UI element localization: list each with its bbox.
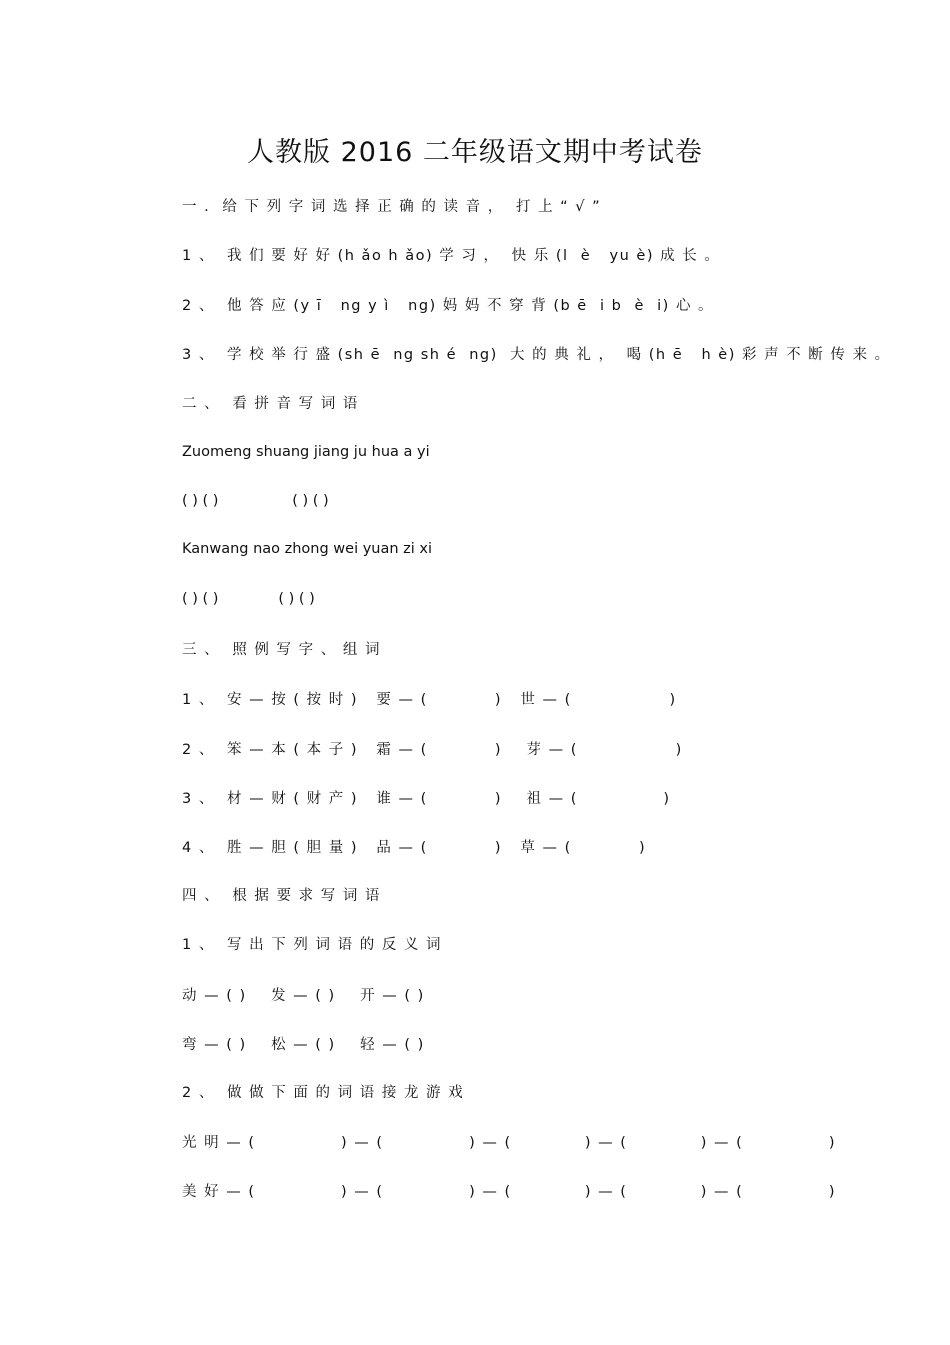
- question-3-1: 1 、 安 — 按 ( 按 时 ) 要 — ( ) 世 — ( ): [182, 692, 677, 708]
- antonym-row-1: 动 — ( ) 发 — ( ) 开 — ( ): [182, 988, 425, 1004]
- question-1-2: 2 、 他 答 应 (y ī ng y ì ng) 妈 妈 不 穿 背 (b ē i b è i) 心 。: [182, 298, 715, 314]
- word-chain-row-1: 光 明 — ( ) — ( ) — ( ) — ( ) — ( ): [182, 1135, 836, 1151]
- question-1-3: 3 、 学 校 举 行 盛 (sh ē ng sh é ng) 大 的 典 礼 ， 喝 (h ē h è) 彩 声 不 断 传 来 。: [182, 347, 891, 363]
- question-1-1: 1 、 我 们 要 好 好 (h ǎo h ǎo) 学 习 ， 快 乐 (l è yu è) 成 长 。: [182, 248, 721, 264]
- answer-blanks-1: ( ) ( ) ( ) ( ): [182, 493, 329, 509]
- question-4-1-heading: 1 、 写 出 下 列 词 语 的 反 义 词: [182, 937, 443, 953]
- pinyin-line-1: Zuomeng shuang jiang ju hua a yi: [182, 444, 430, 460]
- question-3-2: 2 、 笨 — 本 ( 本 子 ) 霜 — ( ) 芽 — ( ): [182, 742, 683, 758]
- page-title: 人教版 2016 二年级语文期中考试卷: [247, 137, 703, 168]
- question-4-2-heading: 2 、 做 做 下 面 的 词 语 接 龙 游 戏: [182, 1085, 465, 1101]
- section-2-heading: 二 、 看 拼 音 写 词 语: [182, 396, 359, 412]
- question-3-4: 4 、 胜 — 胆 ( 胆 量 ) 品 — ( ) 草 — ( ): [182, 840, 647, 856]
- section-1-heading: 一 . 给 下 列 字 词 选 择 正 确 的 读 音 ， 打 上 “ √ ”: [182, 199, 602, 215]
- pinyin-line-2: Kanwang nao zhong wei yuan zi xi: [182, 541, 433, 557]
- question-3-3: 3 、 材 — 财 ( 财 产 ) 谁 — ( ) 祖 — ( ): [182, 791, 671, 807]
- word-chain-row-2: 美 好 — ( ) — ( ) — ( ) — ( ) — ( ): [182, 1184, 836, 1200]
- section-3-heading: 三 、 照 例 写 字 、 组 词: [182, 642, 381, 658]
- section-4-heading: 四 、 根 据 要 求 写 词 语: [182, 888, 381, 904]
- answer-blanks-2: ( ) ( ) ( ) ( ): [182, 591, 315, 607]
- antonym-row-2: 弯 — ( ) 松 — ( ) 轻 — ( ): [182, 1037, 425, 1053]
